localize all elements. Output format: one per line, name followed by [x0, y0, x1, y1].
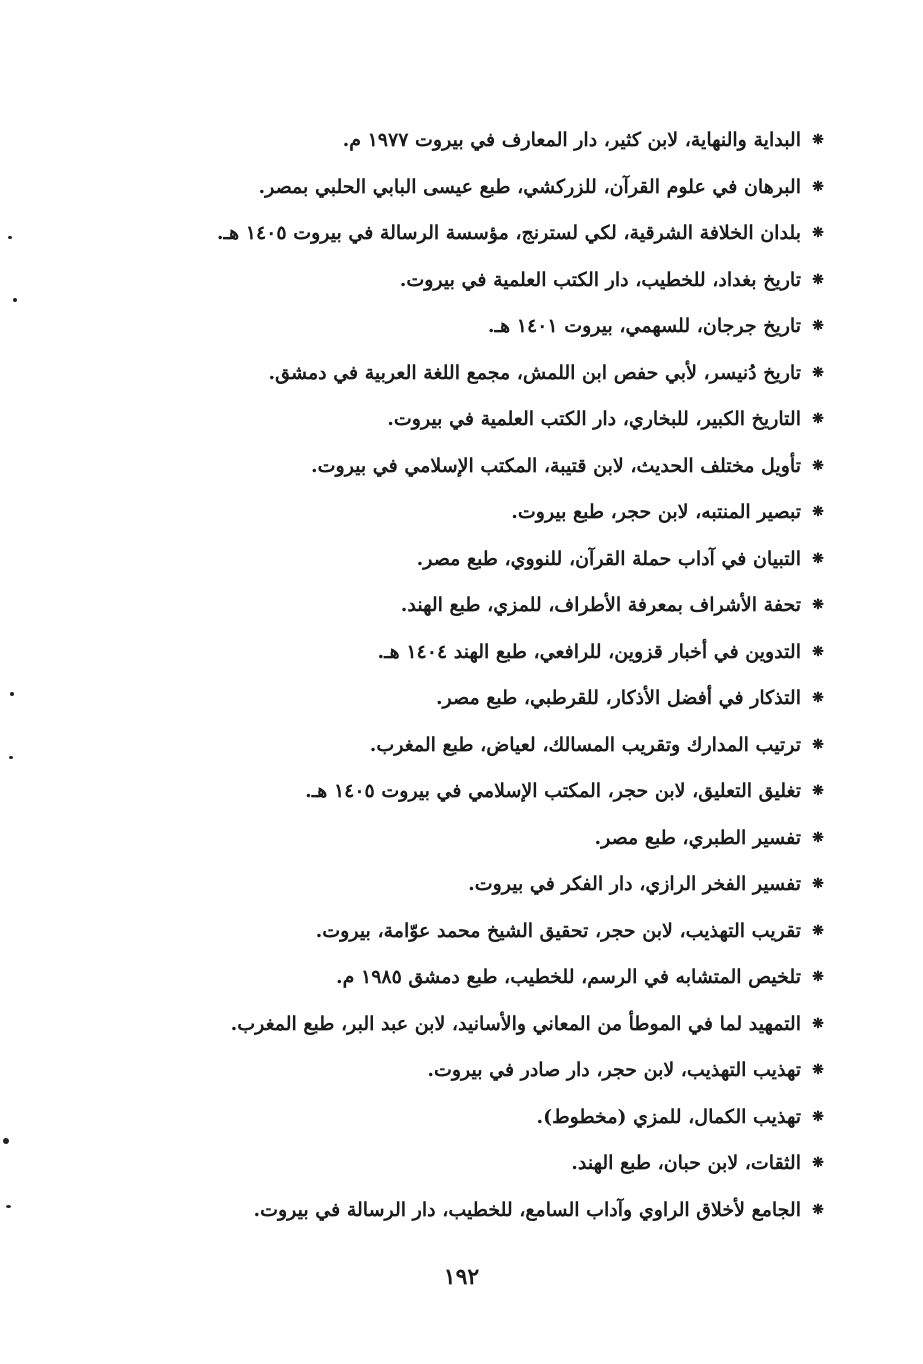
asterism-bullet-icon: ❋ — [812, 271, 824, 288]
reference-text: الجامع لأخلاق الراوي وآداب السامع، للخطيب، دار الرسالة في بيروت. — [253, 1198, 801, 1221]
reference-text: تاريخ بغداد، للخطيب، دار الكتب العلمية في بيروت. — [399, 268, 801, 291]
scan-speck — [13, 298, 17, 302]
reference-text: تهذيب الكمال، للمزي (مخطوط). — [536, 1105, 801, 1128]
asterism-bullet-icon: ❋ — [812, 643, 824, 660]
reference-entry — [145, 536, 825, 583]
reference-entry — [145, 350, 825, 397]
reference-entry — [145, 908, 825, 955]
asterism-bullet-icon: ❋ — [812, 1062, 824, 1078]
reference-entry — [145, 489, 825, 536]
reference-entry — [145, 1094, 825, 1141]
reference-text: البداية والنهاية، لابن كثير، دار المعارف في بيروت ١٩٧٧ م. — [342, 129, 801, 151]
reference-text: تهذيب التهذيب، لابن حجر، دار صادر في بيروت. — [427, 1059, 801, 1081]
reference-text: تحفة الأشراف بمعرفة الأطراف، للمزي، طبع الهند. — [400, 594, 801, 616]
reference-text: التمهيد لما في الموطأ من المعاني والأسانيد، لابن عبد البر، طبع المغرب. — [230, 1012, 801, 1035]
reference-entry — [145, 1001, 825, 1048]
scan-speck — [9, 756, 13, 759]
reference-entry — [145, 768, 825, 815]
reference-entry — [145, 443, 825, 490]
reference-text: التاريخ الكبير، للبخاري، دار الكتب العلمية في بيروت. — [387, 408, 801, 430]
reference-text: تاريخ جرجان، للسهمي، بيروت ١٤٠١ هـ. — [487, 315, 801, 337]
reference-entry — [145, 1187, 825, 1234]
reference-entry — [145, 117, 825, 164]
asterism-bullet-icon: ❋ — [812, 597, 824, 613]
reference-text: تأويل مختلف الحديث، لابن قتيبة، المكتب الإسلامي في بيروت. — [311, 454, 801, 477]
asterism-bullet-icon: ❋ — [812, 132, 824, 148]
reference-entry — [145, 629, 825, 676]
reference-entry — [145, 396, 825, 443]
asterism-bullet-icon: ❋ — [812, 364, 824, 381]
page-number: ١٩٢ — [443, 1264, 480, 1290]
reference-text: بلدان الخلافة الشرقية، لكي لسترنج، مؤسسة الرسالة في بيروت ١٤٠٥ هـ. — [216, 222, 801, 244]
reference-entry — [145, 1140, 825, 1187]
asterism-bullet-icon: ❋ — [812, 876, 824, 892]
reference-entry — [145, 164, 825, 211]
reference-entry — [145, 210, 825, 257]
asterism-bullet-icon: ❋ — [812, 1155, 824, 1171]
reference-text: تبصير المنتبه، لابن حجر، طبع بيروت. — [511, 501, 801, 523]
reference-entry — [145, 257, 825, 304]
reference-entry — [145, 675, 825, 722]
reference-entry — [145, 582, 825, 629]
reference-text: التدوين في أخبار قزوين، للرافعي، طبع الهند ١٤٠٤ هـ. — [377, 640, 801, 663]
reference-text: تفسير الطبري، طبع مصر. — [594, 826, 801, 849]
scan-speck — [3, 1138, 9, 1144]
reference-text: تاريخ دُنيسر، لأبي حفص ابن اللمش، مجمع اللغة العربية في دمشق. — [268, 361, 801, 384]
asterism-bullet-icon: ❋ — [812, 1108, 824, 1125]
reference-text: تلخيص المتشابه في الرسم، للخطيب، طبع دمشق ١٩٨٥ م. — [335, 966, 801, 988]
asterism-bullet-icon: ❋ — [812, 969, 824, 985]
asterism-bullet-icon: ❋ — [812, 783, 824, 799]
asterism-bullet-icon: ❋ — [812, 178, 824, 195]
reference-text: البرهان في علوم القرآن، للزركشي، طبع عيسى البابي الحلبي بمصر. — [258, 175, 801, 198]
reference-entry — [145, 954, 825, 1001]
scan-speck — [10, 692, 14, 696]
asterism-bullet-icon: ❋ — [812, 690, 824, 706]
asterism-bullet-icon: ❋ — [812, 457, 824, 474]
asterism-bullet-icon: ❋ — [812, 1201, 824, 1218]
scan-speck — [8, 236, 12, 239]
reference-text: تغليق التعليق، لابن حجر، المكتب الإسلامي في بيروت ١٤٠٥ هـ. — [305, 780, 801, 802]
asterism-bullet-icon: ❋ — [812, 922, 824, 939]
asterism-bullet-icon: ❋ — [812, 318, 824, 334]
reference-text: التذكار في أفضل الأذكار، للقرطبي، طبع مصر. — [435, 687, 801, 709]
reference-text: ترتيب المدارك وتقريب المسالك، لعياض، طبع المغرب. — [369, 733, 801, 756]
reference-text: الثقات، لابن حبان، طبع الهند. — [571, 1152, 801, 1174]
asterism-bullet-icon: ❋ — [812, 550, 824, 567]
reference-entry — [145, 1047, 825, 1094]
asterism-bullet-icon: ❋ — [812, 829, 824, 846]
reference-entry — [145, 303, 825, 350]
scan-speck — [6, 1205, 11, 1208]
asterism-bullet-icon: ❋ — [812, 411, 824, 427]
reference-entry — [145, 861, 825, 908]
reference-entry — [145, 815, 825, 862]
reference-text: التبيان في آداب حملة القرآن، للنووي، طبع مصر. — [416, 547, 801, 570]
reference-text: تفسير الفخر الرازي، دار الفكر في بيروت. — [468, 873, 801, 895]
asterism-bullet-icon: ❋ — [812, 1015, 824, 1032]
asterism-bullet-icon: ❋ — [812, 225, 824, 241]
reference-text: تقريب التهذيب، لابن حجر، تحقيق الشيخ محمد عوّامة، بيروت. — [315, 919, 801, 942]
reference-list — [145, 117, 825, 1233]
asterism-bullet-icon: ❋ — [812, 736, 824, 753]
reference-entry — [145, 722, 825, 769]
asterism-bullet-icon: ❋ — [812, 504, 824, 520]
